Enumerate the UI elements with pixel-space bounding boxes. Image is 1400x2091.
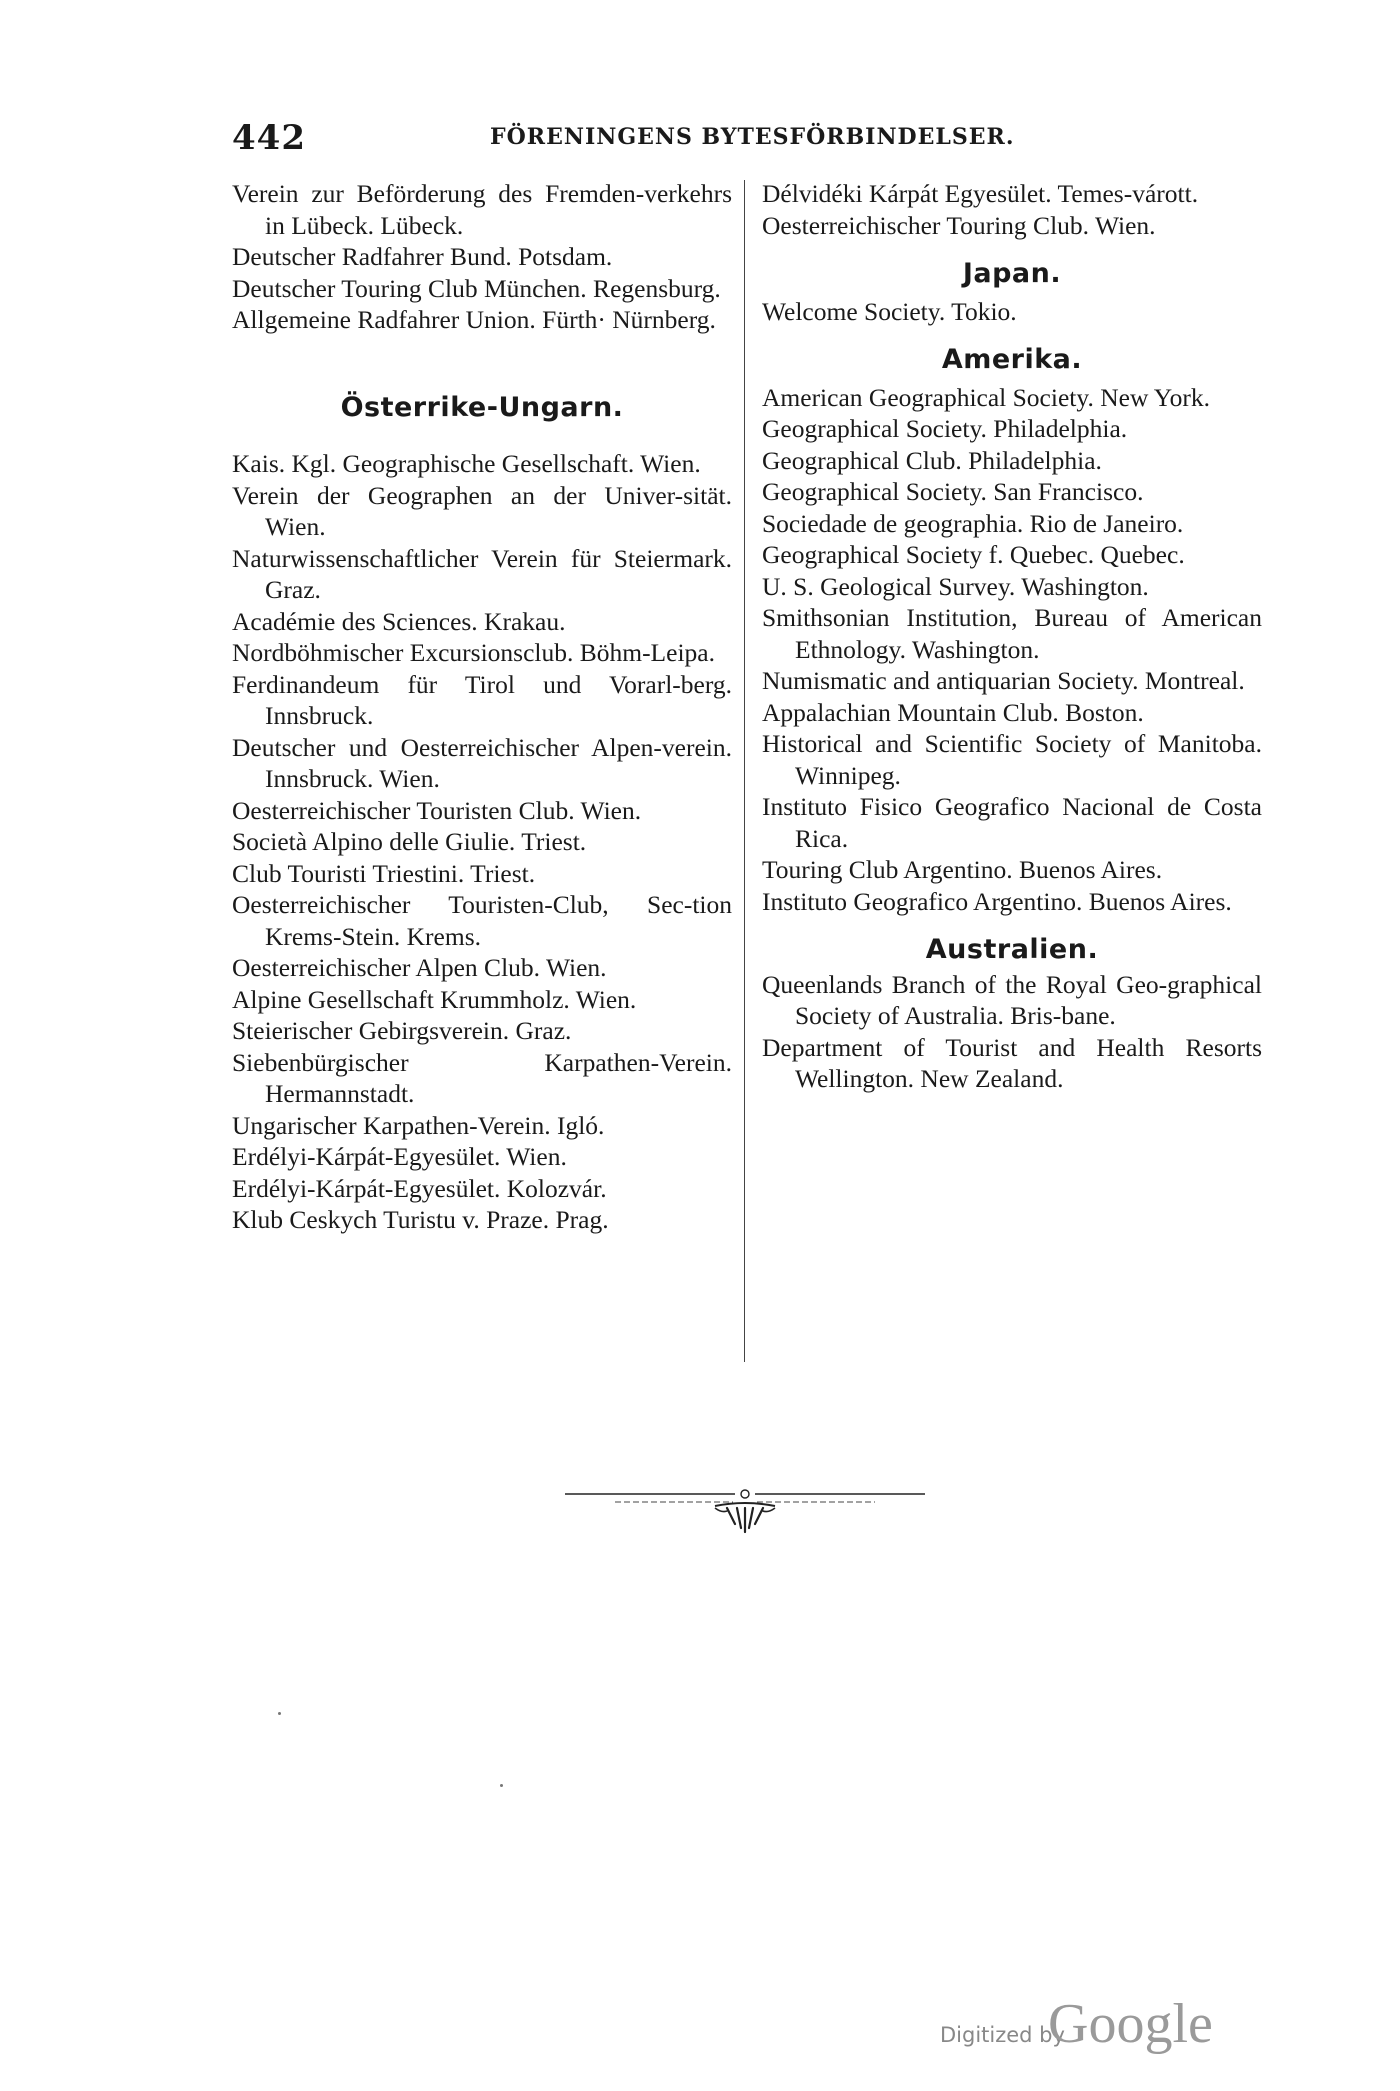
list-item: Nordböhmischer Excursionsclub. Böhm-Leipa. <box>232 638 715 667</box>
list-item: Historical and Scientific Society of Manitoba. Winnipeg. <box>762 729 1262 790</box>
section-heading-japan: Japan. <box>962 258 1062 289</box>
list-item: Deutscher Touring Club München. Regensburg. <box>232 273 721 303</box>
list-item: Geographical Club. Philadelphia. <box>762 445 1102 475</box>
list-item: U. S. Geological Survey. Washington. <box>762 571 1149 601</box>
list-item: Steierischer Gebirgsverein. Graz. <box>232 1016 572 1045</box>
list-item: Queenlands Branch of the Royal Geo-graphical Society of Australia. Bris-bane. <box>762 969 1262 1030</box>
list-item: Kais. Kgl. Geographische Gesellschaft. Wien. <box>232 449 701 478</box>
list-item: Oesterreichischer Touring Club. Wien. <box>762 210 1156 240</box>
digitized-by-label: Digitized by <box>940 2023 1065 2047</box>
list-item: Smithsonian Institution, Bureau of American Ethnology. Washington. <box>762 603 1262 664</box>
list-item: Geographical Society. Philadelphia. <box>762 414 1128 443</box>
list-item: Naturwissenschaftlicher Verein für Steiermark. Graz. <box>232 543 732 604</box>
column-divider <box>744 180 745 1362</box>
list-item: Deutscher und Oesterreichischer Alpen-verein. Innsbruck. Wien. <box>232 732 732 793</box>
list-item: Académie des Sciences. Krakau. <box>232 606 566 636</box>
list-item: Verein der Geographen an der Univer-sität. Wien. <box>232 480 732 541</box>
list-item: Erdélyi-Kárpát-Egyesület. Wien. <box>232 1142 567 1171</box>
list-item: Oesterreichischer Touristen Club. Wien. <box>232 795 642 825</box>
list-item: Club Touristi Triestini. Triest. <box>232 858 536 888</box>
list-item: Délvidéki Kárpát Egyesület. Temes-várott. <box>762 179 1199 208</box>
page-header <box>232 118 1262 158</box>
list-item: Department of Tourist and Health Resorts Wellington. New Zealand. <box>762 1032 1262 1093</box>
list-item: Instituto Geografico Argentino. Buenos Aires. <box>762 886 1232 916</box>
list-item: American Geographical Society. New York. <box>762 382 1211 412</box>
page-number: 442 <box>232 118 306 158</box>
google-logo: Google <box>1048 1993 1213 2055</box>
list-item: Klub Ceskych Turistu v. Praze. Prag. <box>232 1205 609 1234</box>
section-heading-amerika: Amerika. <box>941 344 1083 375</box>
list-item: Deutscher Radfahrer Bund. Potsdam. <box>232 242 613 271</box>
list-item: Società Alpino delle Giulie. Triest. <box>232 827 587 856</box>
left-column <box>232 178 732 1236</box>
list-item: Sociedade de geographia. Rio de Janeiro. <box>762 508 1184 538</box>
list-item: Ferdinandeum für Tirol und Vorarl-berg. Innsbruck. <box>232 669 732 730</box>
list-item: Erdélyi-Kárpát-Egyesület. Kolozvár. <box>232 1173 607 1203</box>
list-item: Alpine Gesellschaft Krummholz. Wien. <box>232 984 637 1014</box>
list-item: Geographical Society f. Quebec. Quebec. <box>762 540 1185 569</box>
list-item: Verein zur Beförderung des Fremden-verkehrs in Lübeck. Lübeck. <box>232 179 732 240</box>
section-heading-australien: Australien. <box>925 934 1099 965</box>
list-item: Siebenbürgischer Karpathen-Verein. Hermannstadt. <box>232 1047 732 1108</box>
list-item: Geographical Society. San Francisco. <box>762 477 1144 506</box>
list-item: Oesterreichischer Alpen Club. Wien. <box>232 953 607 982</box>
list-item: Oesterreichischer Touristen-Club, Sec-tion Krems-Stein. Krems. <box>232 890 732 951</box>
list-item: Allgemeine Radfahrer Union. Fürth· Nürnberg. <box>232 305 716 334</box>
list-item: Numismatic and antiquarian Society. Montreal. <box>762 666 1245 695</box>
list-item: Welcome Society. Tokio. <box>762 296 1017 326</box>
right-column <box>762 178 1262 1095</box>
ornament-icon <box>565 1478 925 1538</box>
list-item: Touring Club Argentino. Buenos Aires. <box>762 855 1163 884</box>
list-item: Appalachian Mountain Club. Boston. <box>762 697 1144 727</box>
list-item: Instituto Fisico Geografico Nacional de Costa Rica. <box>762 792 1262 853</box>
list-item: Ungarischer Karpathen-Verein. Igló. <box>232 1110 605 1140</box>
section-heading-osterrike-ungarn: Österrike-Ungarn. <box>340 391 624 423</box>
speck <box>500 1784 503 1787</box>
running-title: FÖRENINGENS BYTESFÖRBINDELSER. <box>490 124 1015 150</box>
speck <box>278 1712 281 1715</box>
